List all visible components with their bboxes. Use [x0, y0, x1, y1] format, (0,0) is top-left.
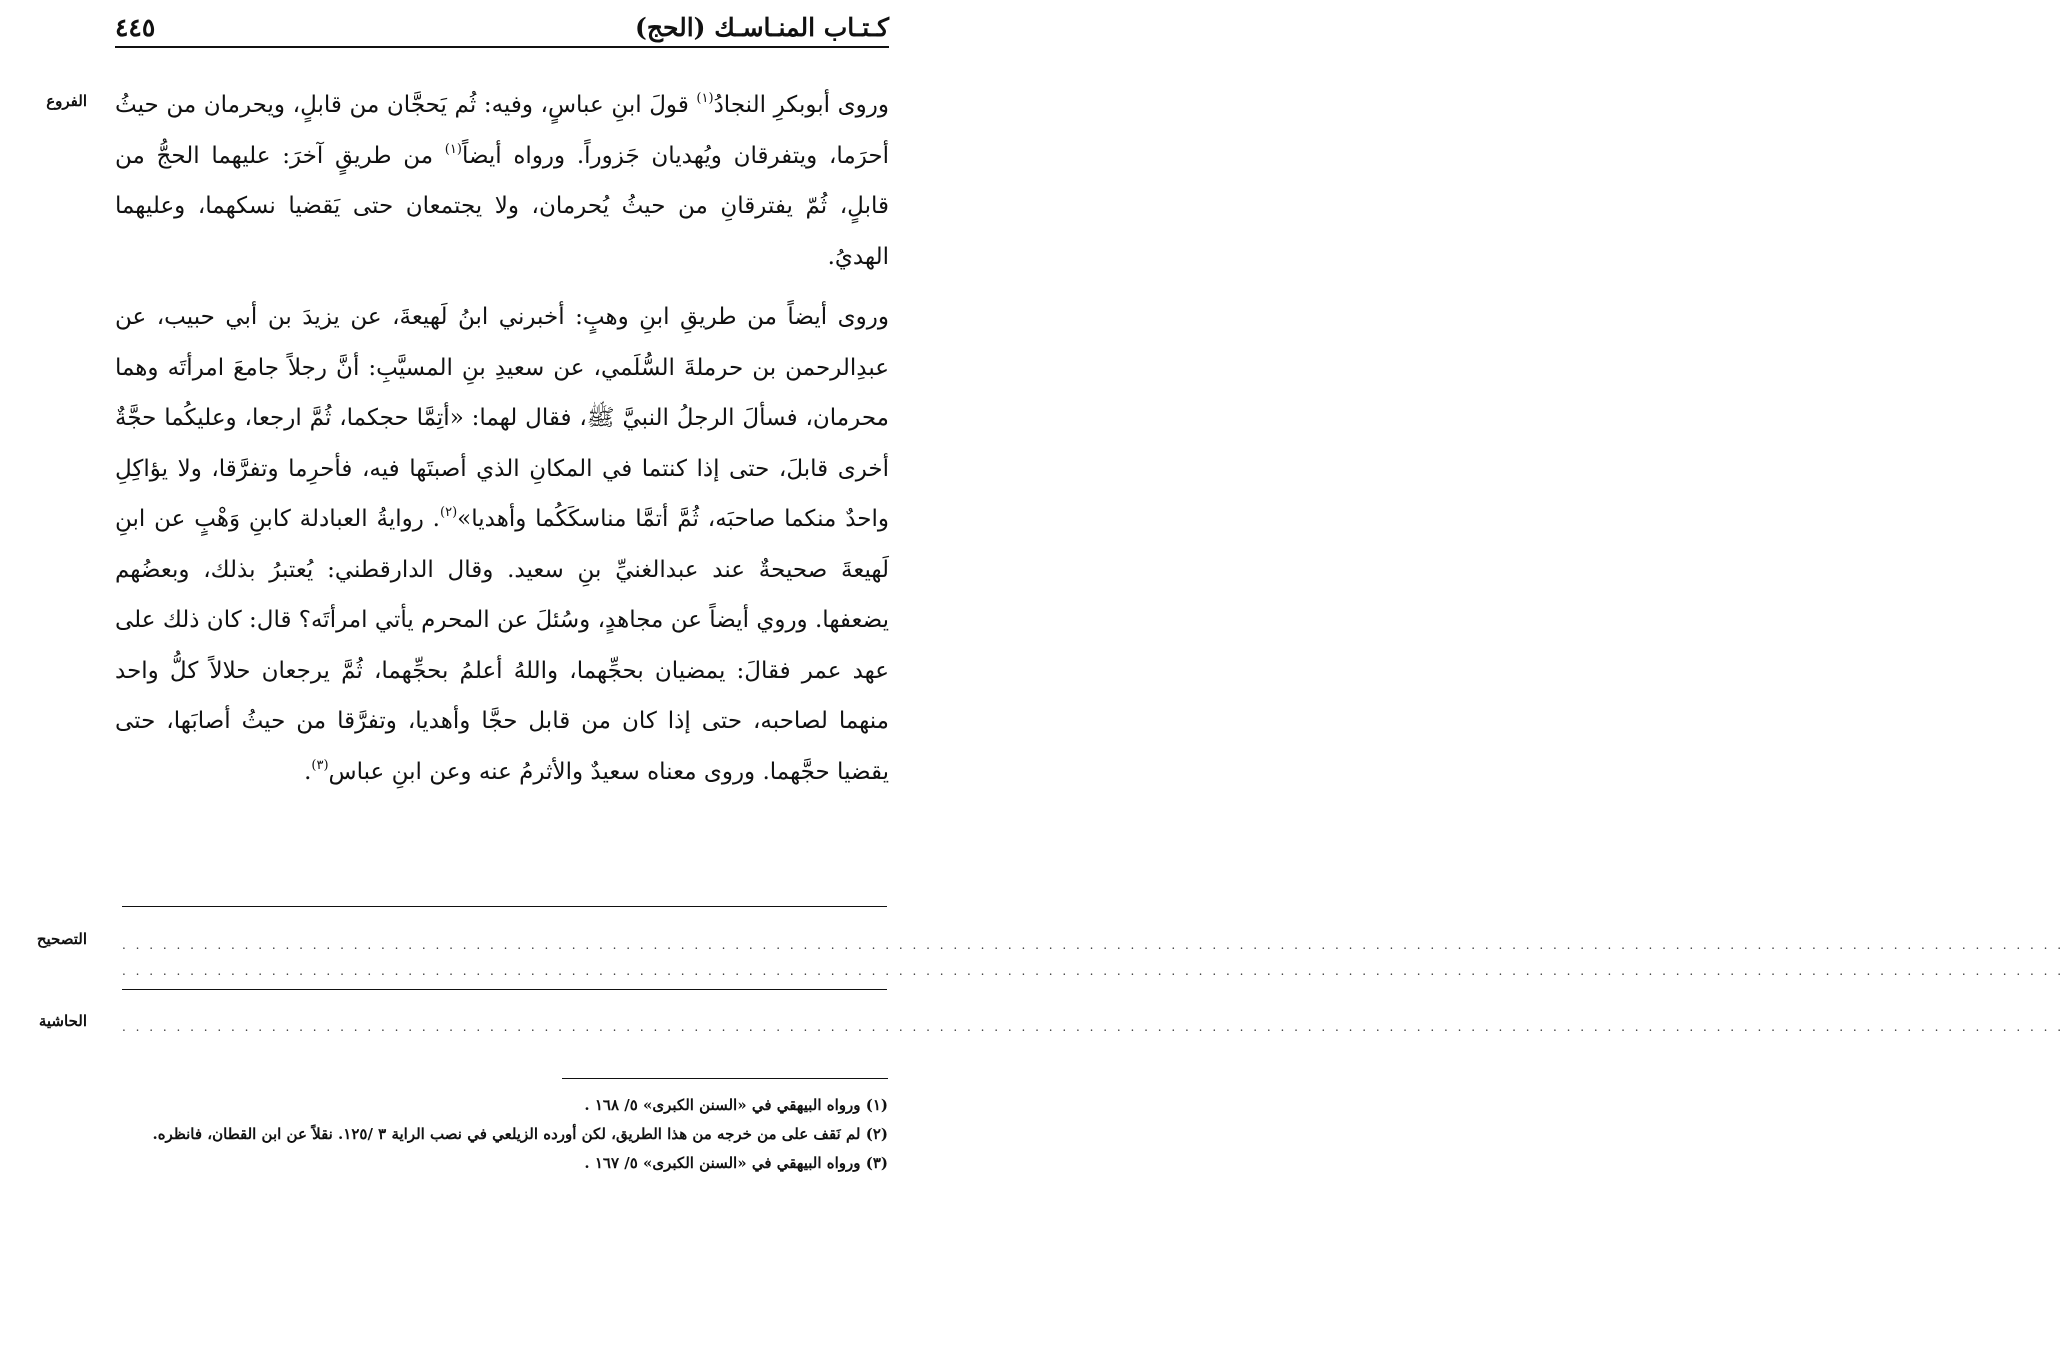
tashih-dotted-line-2: . . . . . . . . . . . . . . . . . . . . . . . . . . . . . . . . . . . . . . . . . . . . . . . . . . . . . . . . . . . . . . . . . . . . . . . . . . . . . . . . . . . . . . . . . . . . . . . . . . . . . . . . . . . . . . . . . . . . . . . . . . . . . . . . . . . . . . . . . . . . . . . — [122, 964, 2064, 978]
tashih-top-rule — [122, 906, 887, 907]
hashiya-top-rule — [122, 989, 887, 990]
side-label-furu: الفروع — [46, 92, 87, 110]
footnote-ref-1b: (١) — [444, 141, 462, 157]
text-run: . روايةُ العبادلة كابنِ وَهْبٍ عن ابنِ لَهيعةَ صحيحةٌ عند عبدالغنيِّ بنِ سعيد. وقال الدارقطني: يُعتبرُ بذلك، وبعضُهم يضعفها. وروي أيضاً عن مجاهدٍ، وسُئلَ عن المحرم يأتي امرأتَه؟ قال: كان ذلك على عهد عمر فقالَ: يمضيان بحجِّهما، واللهُ أعلمُ بحجِّهما، ثُمَّ يرجعان حلالاً كلُّ واحد منهما لصاحبه، حتى إذا كان من قابل حجَّا وأهديا، وتفرَّقا من حيثُ أصابَها، حتى يقضيا حجَّهما. وروى معناه سعيدٌ والأثرمُ عنه وعن ابنِ عباس — [115, 506, 889, 785]
side-label-tashih: التصحيح — [36, 930, 87, 948]
page-number: ٤٤٥ — [115, 13, 156, 42]
footnote-3: (٣) ورواه البيهقي في «السنن الكبرى» ٥/ ١٦٧ . — [584, 1154, 888, 1172]
footnote-2: (٢) لم نَقف على من خرجه من هذا الطريق، لكن أورده الزيلعي في نصب الراية ٣ /١٢٥. نقلاً عن ابن القطان، فانظره. — [152, 1125, 888, 1143]
side-label-hashiya: الحاشية — [38, 1012, 87, 1030]
footnote-separator — [562, 1078, 888, 1079]
text-run: وروى أيضاً من طريقِ ابنِ وهبٍ: أخبرني ابنُ لَهيعةَ، عن يزيدَ بن أبي حبيب، عن عبدِالرحمن بن حرملةَ السُّلَمي، عن سعيدِ بنِ المسيَّبِ: أنَّ رجلاً جامعَ امرأتَه وهما محرمان، فسألَ الرجلُ النبيَّ ﷺ، فقال لهما: «أتِمَّا حجكما، ثُمَّ ارجعا، وعليكُما حجَّةٌ أخرى قابلَ، حتى إذا كنتما في المكانِ الذي أصبتَها فيه، فأحرِما وتفرَّقا، ولا يؤاكِلِ واحدٌ منكما صاحبَه، ثُمَّ أتمَّا مناسكَكُما وأهديا» — [115, 304, 889, 532]
footnotes — [118, 1092, 888, 1179]
text-run: . — [304, 758, 312, 785]
paragraph-1 — [115, 80, 889, 282]
hashiya-dotted-line: . . . . . . . . . . . . . . . . . . . . . . . . . . . . . . . . . . . . . . . . . . . . . . . . . . . . . . . . . . . . . . . . . . . . . . . . . . . . . . . . . . . . . . . . . . . . . . . . . . . . . . . . . . . . . . . . . . . . . . . . . . . . . . . . . . . . . . . . . . . . . . . — [122, 1020, 2064, 1034]
page-header — [115, 10, 889, 48]
paragraph-2 — [115, 292, 889, 797]
footnote-ref-3: (٣) — [311, 757, 329, 773]
footnote-ref-2: (٢) — [440, 505, 458, 520]
text-run: من طريقٍ آخرَ: عليهما الحجُّ من قابلٍ، ثُمّ يفترقانِ من حيثُ يُحرمان، ولا يجتمعان حتى يَقضيا نسكهما، وعليهما الهديُ. — [115, 142, 889, 270]
text-run: قولَ ابنِ عباسٍ، وفيه: ثُم يَحجَّان من قابلٍ، ويحرمان من حيثُ أحرَما، ويتفرقان ويُهديان جَزوراً. ورواه أيضاً — [115, 92, 889, 169]
main-text — [115, 80, 889, 797]
footnote-1: (١) ورواه البيهقي في «السنن الكبرى» ٥/ ١٦٨ . — [584, 1096, 888, 1114]
text-run: وروى أبوبكرِ النجادُ — [713, 92, 889, 118]
footnote-ref-1: (١) — [696, 91, 714, 106]
tashih-dotted-line: . . . . . . . . . . . . . . . . . . . . . . . . . . . . . . . . . . . . . . . . . . . . . . . . . . . . . . . . . . . . . . . . . . . . . . . . . . . . . . . . . . . . . . . . . . . . . . . . . . . . . . . . . . . . . . . . . . . . . . . . . . . . . . . . . . . . . . . . . . . . . . . — [122, 938, 2064, 952]
running-title: كـتـاب المنـاسـك (الحج) — [635, 13, 889, 42]
